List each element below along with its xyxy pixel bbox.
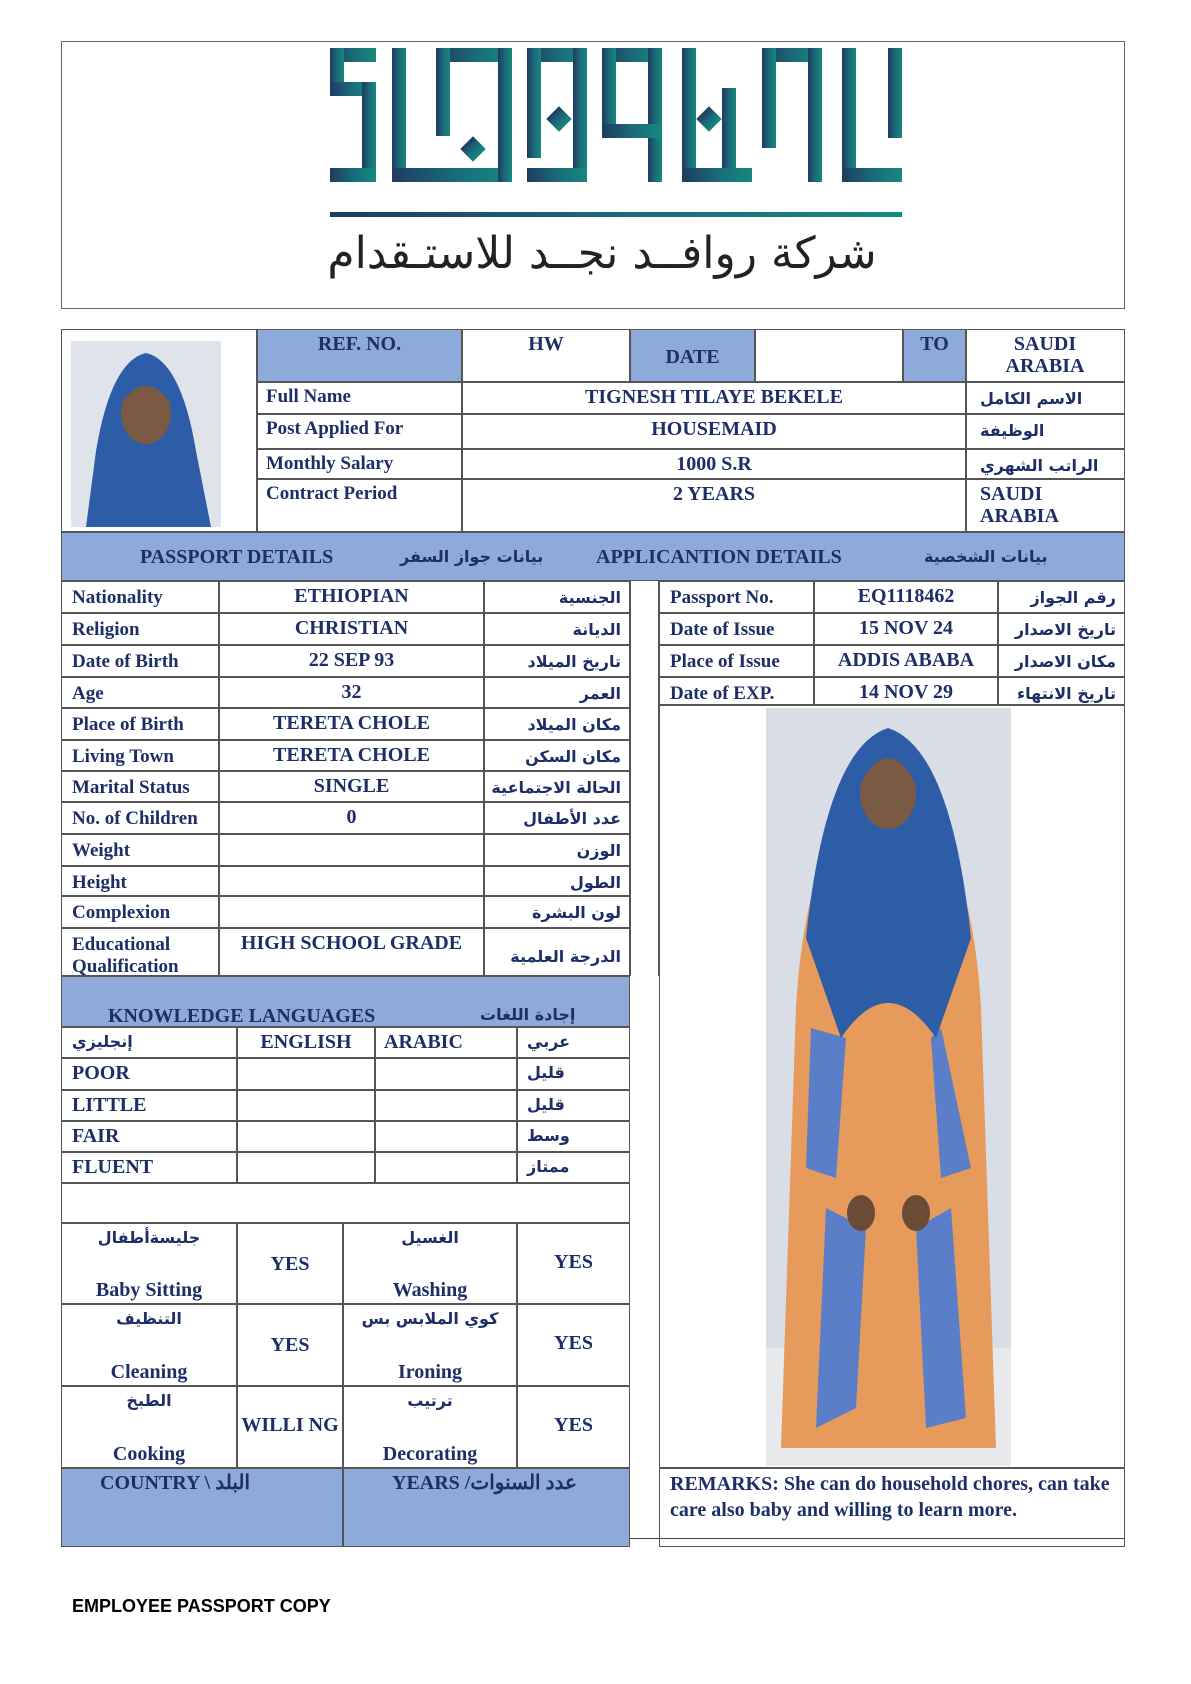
lang-arabic-cell bbox=[375, 1152, 517, 1183]
lang-level-label: FLUENT bbox=[72, 1156, 154, 1178]
top-row-value: 1000 S.R bbox=[676, 453, 752, 475]
personal-value-cell bbox=[219, 866, 484, 896]
skill-right-ar: ترتيب bbox=[407, 1391, 453, 1410]
column-gap bbox=[630, 581, 659, 976]
personal-label: Marital Status bbox=[72, 777, 190, 798]
lang-col-arabic: ARABIC bbox=[384, 1031, 463, 1053]
lang-level-ar: قليل bbox=[527, 1063, 565, 1082]
skill-right-en: Washing bbox=[392, 1279, 468, 1301]
to-label: TO bbox=[920, 333, 949, 355]
ref-label: REF. NO. bbox=[317, 333, 402, 355]
lang-arabic-cell bbox=[375, 1090, 517, 1121]
personal-label: Educational Qualification bbox=[72, 934, 179, 977]
personal-ar: مكان السكن bbox=[525, 747, 621, 766]
personal-ar: العمر bbox=[579, 684, 621, 703]
lang-english-cell bbox=[237, 1152, 375, 1183]
personal-ar: الديانة bbox=[572, 620, 621, 639]
logo-header-box bbox=[61, 41, 1125, 309]
passport-value: ADDIS ABABA bbox=[837, 649, 975, 671]
blank-row bbox=[61, 1183, 630, 1223]
passport-details-title: PASSPORT DETAILS bbox=[140, 546, 334, 568]
lang-col-ar-right: عربي bbox=[527, 1032, 571, 1051]
lang-level-ar: ممتاز bbox=[527, 1157, 570, 1176]
ref-value: HW bbox=[528, 333, 564, 355]
date-value-cell bbox=[755, 329, 903, 382]
passport-value: 14 NOV 29 bbox=[858, 681, 954, 703]
personal-ar: الوزن bbox=[576, 841, 621, 860]
top-row-ar: SAUDI ARABIA bbox=[980, 483, 1059, 527]
lang-arabic-cell bbox=[375, 1058, 517, 1090]
languages-title-ar: إجادة اللغات bbox=[480, 1005, 576, 1024]
lang-level-ar: قليل bbox=[527, 1095, 565, 1114]
experience-years: YEARS /عدد السنوات bbox=[392, 1472, 577, 1494]
top-row-label: Full Name bbox=[266, 386, 351, 407]
application-details-title-ar: بيانات الشخصية bbox=[924, 547, 1048, 566]
headshot-photo bbox=[71, 341, 221, 527]
personal-label: No. of Children bbox=[72, 808, 198, 829]
lang-english-cell bbox=[237, 1058, 375, 1090]
to-value: SAUDI ARABIA bbox=[1005, 333, 1085, 377]
skill-right-value: YES bbox=[554, 1332, 593, 1354]
skill-left-value: YES bbox=[270, 1253, 310, 1275]
remarks-text: REMARKS: She can do household chores, can take care also baby and willing to learn more. bbox=[670, 1473, 1110, 1521]
top-row-value: 2 YEARS bbox=[672, 483, 756, 505]
top-row-label: Contract Period bbox=[266, 483, 398, 504]
skill-left-en: Cooking bbox=[112, 1443, 186, 1465]
passport-ar: رقم الجواز bbox=[1030, 588, 1116, 607]
personal-value: 0 bbox=[346, 806, 357, 828]
personal-value: HIGH SCHOOL GRADE bbox=[240, 932, 463, 954]
skill-left-en: Cleaning bbox=[110, 1361, 188, 1383]
passport-value: EQ1118462 bbox=[857, 585, 955, 607]
application-details-title: APPLICANTION DETAILS bbox=[596, 546, 842, 568]
personal-ar: الجنسية bbox=[558, 588, 621, 607]
lang-arabic-cell bbox=[375, 1121, 517, 1152]
lang-col-english: ENGLISH bbox=[260, 1031, 352, 1053]
top-row-value: HOUSEMAID bbox=[651, 418, 777, 440]
skill-right-value: YES bbox=[554, 1251, 593, 1273]
top-row-label: Monthly Salary bbox=[266, 453, 394, 474]
personal-ar: الدرجة العلمية bbox=[510, 947, 621, 966]
skill-left-value: YES bbox=[270, 1334, 310, 1356]
company-arabic-name: شركة روافــد نجــد للاستـقدام bbox=[327, 228, 877, 279]
lang-col-ar-left: إنجليزي bbox=[72, 1032, 133, 1051]
personal-label: Living Town bbox=[72, 746, 174, 767]
personal-label: Place of Birth bbox=[72, 714, 184, 735]
passport-ar: تاريخ الانتهاء bbox=[1016, 684, 1116, 703]
personal-value: 32 bbox=[341, 681, 362, 703]
personal-label: Weight bbox=[72, 840, 131, 861]
personal-value: CHRISTIAN bbox=[294, 617, 409, 639]
skill-right-en: Decorating bbox=[382, 1443, 478, 1465]
passport-label: Date of Issue bbox=[670, 619, 775, 640]
personal-ar: الطول bbox=[570, 873, 621, 892]
lang-level-label: LITTLE bbox=[72, 1094, 147, 1116]
passport-ar: مكان الاصدار bbox=[1014, 652, 1116, 671]
experience-country: COUNTRY \ البلد bbox=[100, 1472, 251, 1494]
top-row-label: Post Applied For bbox=[266, 418, 404, 439]
personal-ar: لون البشرة bbox=[532, 903, 621, 922]
personal-label: Date of Birth bbox=[72, 651, 179, 672]
personal-ar: تاريخ الميلاد bbox=[527, 652, 621, 671]
skill-right-ar: الغسيل bbox=[401, 1228, 459, 1247]
personal-ar: الحالة الاجتماعية bbox=[491, 778, 621, 797]
company-logo bbox=[242, 44, 942, 229]
skill-right-ar: كوي الملابس بس bbox=[361, 1309, 499, 1328]
personal-label: Complexion bbox=[72, 902, 171, 923]
passport-label: Passport No. bbox=[670, 587, 774, 608]
personal-ar: عدد الأطفال bbox=[523, 809, 621, 828]
top-row-ar: الوظيفة bbox=[980, 421, 1045, 440]
personal-value: TERETA CHOLE bbox=[273, 744, 430, 766]
personal-label: Religion bbox=[72, 619, 140, 640]
lang-level-label: POOR bbox=[72, 1062, 130, 1084]
full-body-photo bbox=[766, 708, 1011, 1466]
personal-label: Age bbox=[72, 683, 104, 704]
top-row-ar: الراتب الشهري bbox=[980, 456, 1099, 475]
skill-left-ar: التنظيف bbox=[116, 1309, 182, 1328]
passport-ar: تاريخ الاصدار bbox=[1014, 620, 1116, 639]
passport-value: 15 NOV 24 bbox=[858, 617, 954, 639]
personal-value-cell bbox=[219, 834, 484, 866]
top-row-ar: الاسم الكامل bbox=[980, 389, 1083, 408]
skill-left-en: Baby Sitting bbox=[95, 1279, 203, 1301]
date-label: DATE bbox=[665, 346, 720, 368]
personal-value-cell bbox=[219, 896, 484, 928]
passport-label: Place of Issue bbox=[670, 651, 780, 672]
footer-label: EMPLOYEE PASSPORT COPY bbox=[72, 1596, 331, 1616]
skill-right-en: Ironing bbox=[397, 1361, 463, 1383]
personal-ar: مكان الميلاد bbox=[527, 715, 621, 734]
passport-label: Date of EXP. bbox=[670, 683, 775, 704]
lang-english-cell bbox=[237, 1090, 375, 1121]
skill-left-ar: الطبخ bbox=[126, 1391, 172, 1410]
passport-details-title-ar: بيانات جواز السفر bbox=[400, 547, 544, 566]
languages-title: KNOWLEDGE LANGUAGES bbox=[108, 1005, 376, 1027]
skill-left-value: WILLI NG bbox=[241, 1414, 339, 1436]
personal-value: 22 SEP 93 bbox=[308, 649, 395, 671]
lang-english-cell bbox=[237, 1121, 375, 1152]
skill-left-ar: جليسةأطفال bbox=[97, 1228, 201, 1247]
personal-label: Height bbox=[72, 872, 127, 893]
lang-level-ar: وسط bbox=[527, 1126, 570, 1145]
personal-value: ETHIOPIAN bbox=[294, 585, 409, 607]
personal-value: SINGLE bbox=[313, 775, 390, 797]
personal-label: Nationality bbox=[72, 587, 163, 608]
skill-right-value: YES bbox=[554, 1414, 593, 1436]
top-row-value: TIGNESH TILAYE BEKELE bbox=[585, 386, 843, 408]
lang-level-label: FAIR bbox=[72, 1125, 120, 1147]
personal-value: TERETA CHOLE bbox=[273, 712, 430, 734]
